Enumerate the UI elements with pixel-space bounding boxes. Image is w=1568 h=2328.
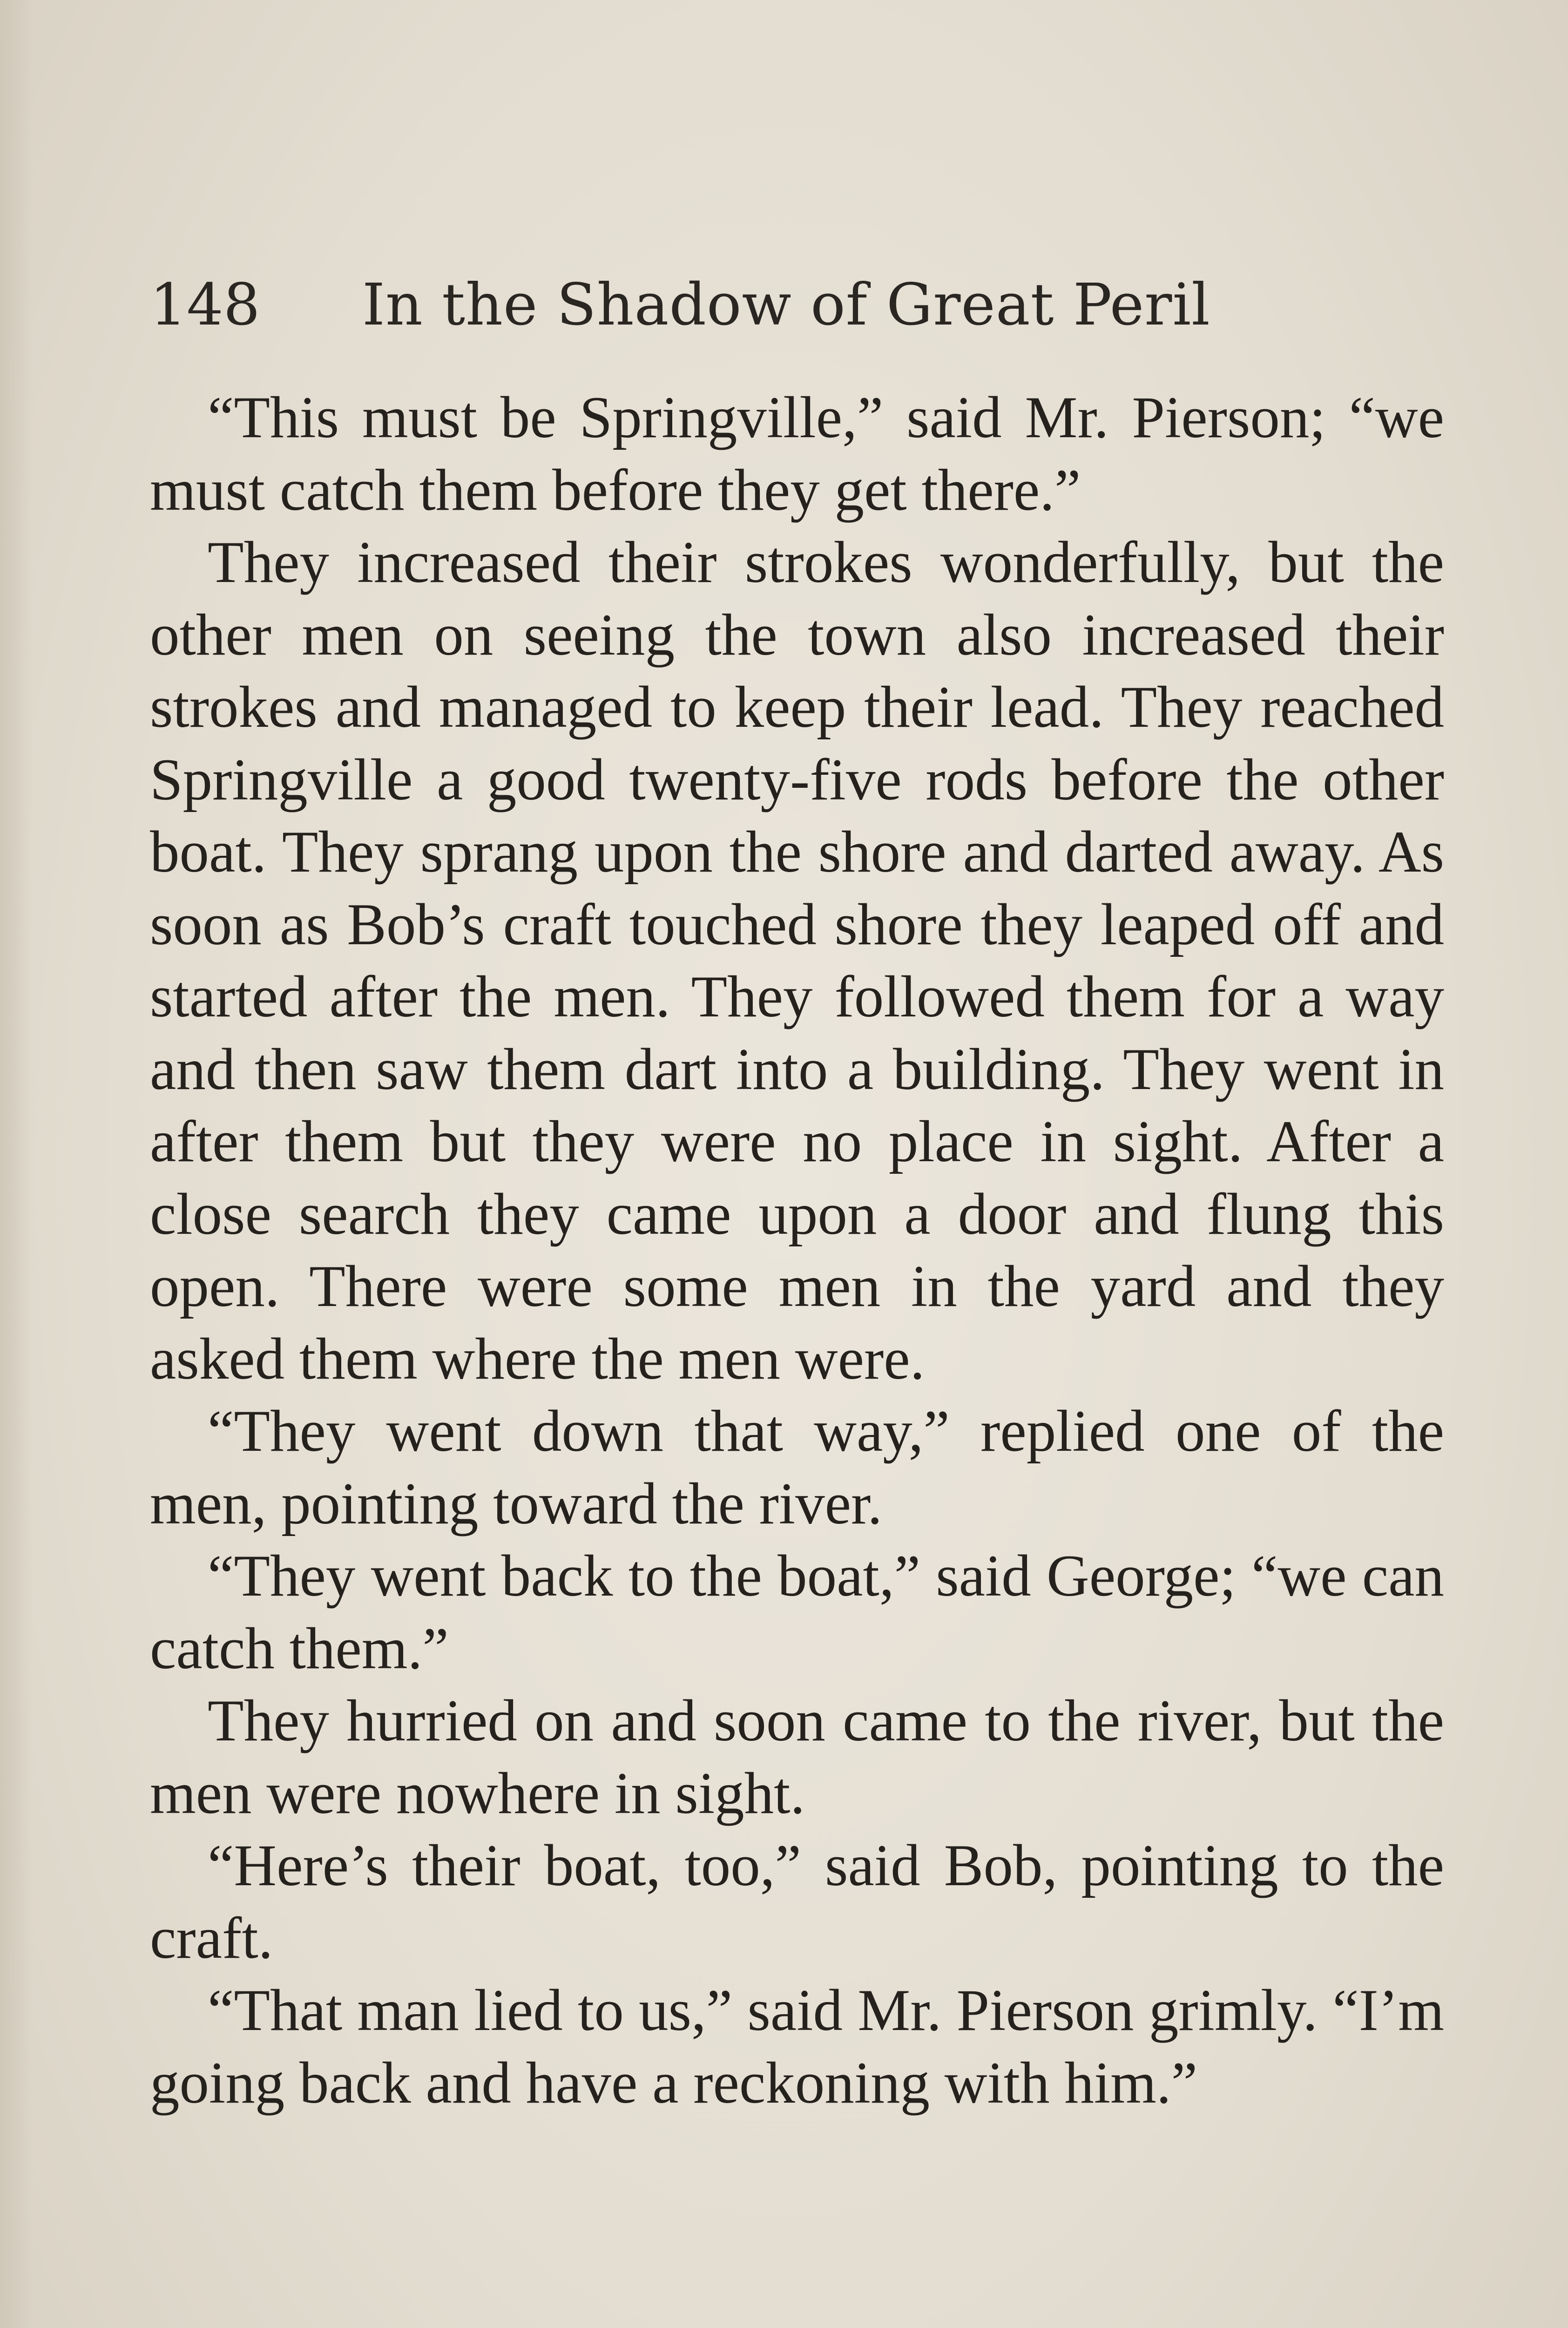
paragraph: “They went back to the boat,” said George; “we can catch them.” bbox=[150, 1543, 1444, 1681]
running-title: In the Shadow of Great Peril bbox=[362, 271, 1210, 338]
paragraph: They hurried on and soon came to the river, but the men were nowhere in sight. bbox=[150, 1688, 1444, 1826]
page-header bbox=[150, 272, 1444, 338]
paragraph: “This must be Springville,” said Mr. Pierson; “we must catch them before they get there.” bbox=[150, 385, 1444, 523]
paragraph: “That man lied to us,” said Mr. Pierson grimly. “I’m going back and have a reckoning with him.” bbox=[150, 1978, 1444, 2116]
body-text bbox=[150, 382, 1444, 2119]
paragraph: They increased their strokes wonderfully, but the other men on seeing the town also increased their strokes and managed to keep their lead. They reached Springville a good twenty-five rods before the other boat. They sprang upon the shore and darted away. As soon as Bob’s craft touched shore they leaped off and started after the men. They followed them for a way and then saw them dart into a building. They went in after them but they were no place in sight. After a close search they came upon a door and flung this open. There were some men in the yard and they asked them where the men were. bbox=[150, 530, 1444, 1392]
paragraph: “They went down that way,” replied one of the men, pointing toward the river. bbox=[150, 1399, 1444, 1536]
paragraph: “Here’s their boat, too,” said Bob, pointing to the craft. bbox=[150, 1833, 1444, 1971]
page-number: 148 bbox=[150, 271, 260, 338]
page-edge-shadow bbox=[0, 0, 33, 2328]
